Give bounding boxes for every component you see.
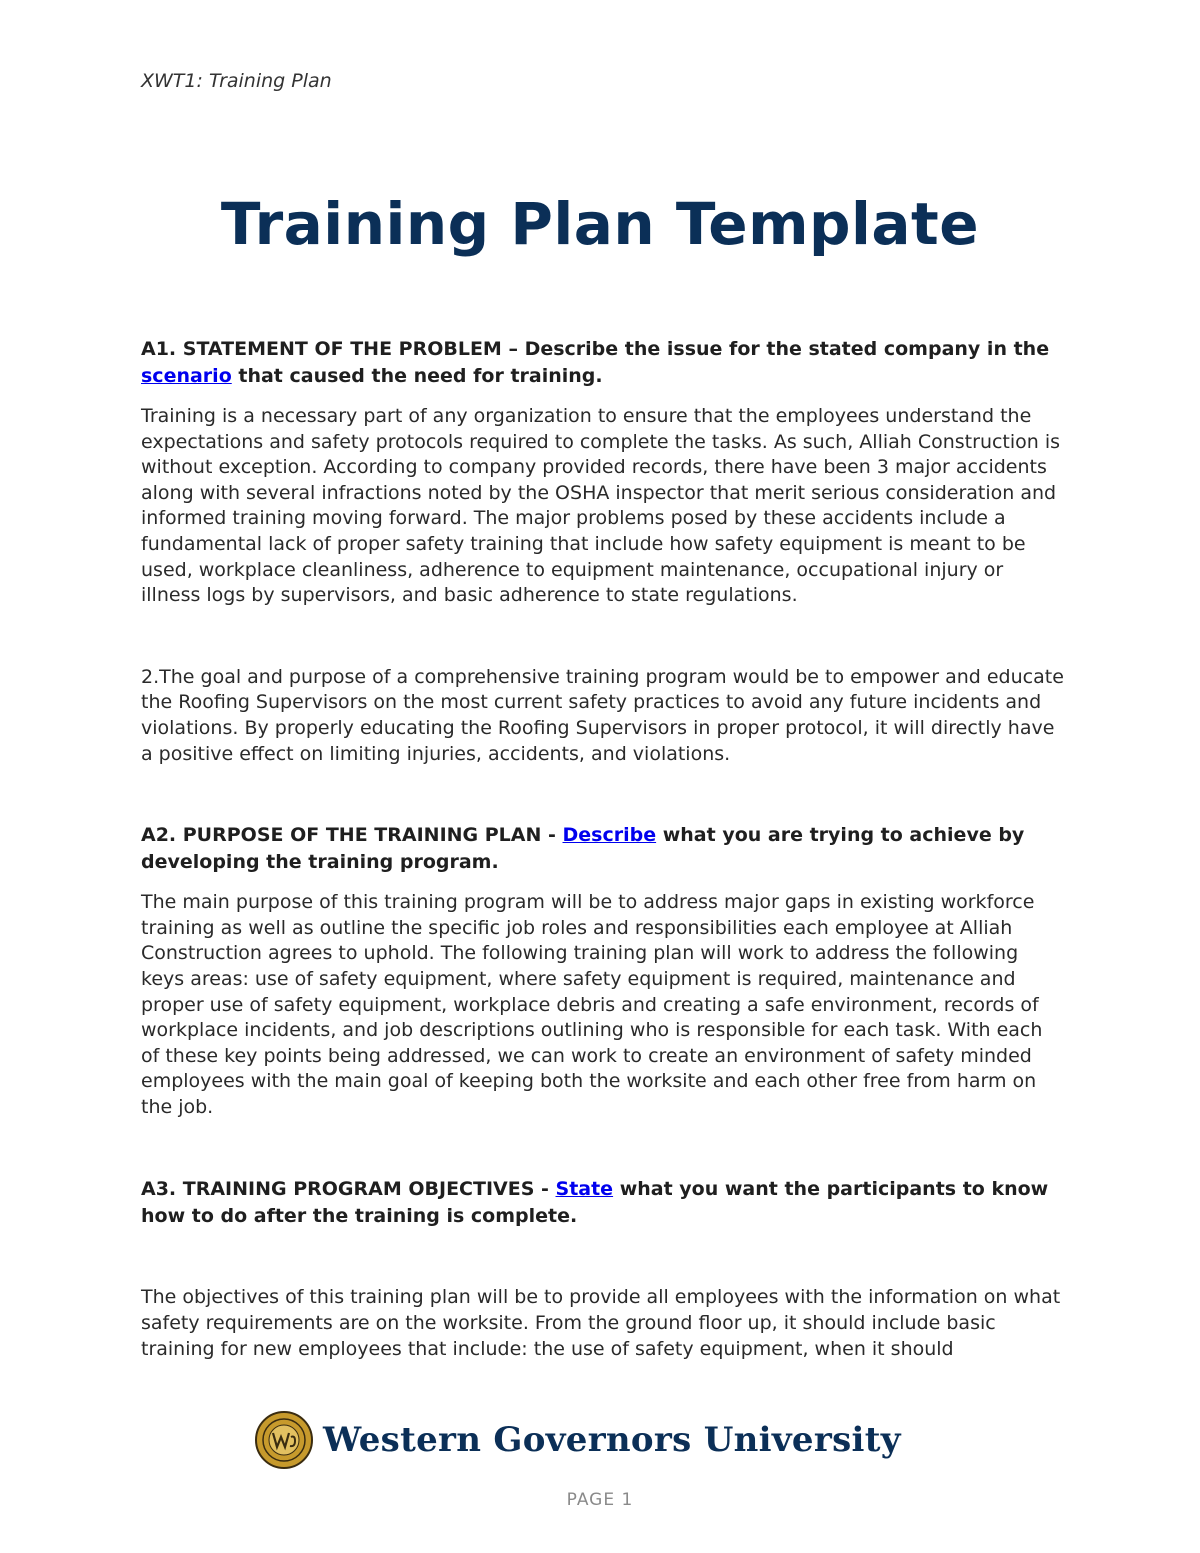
document-body (141, 336, 1066, 1362)
page-number: PAGE 1 (566, 1490, 634, 1510)
section-a1-heading-text-end: that caused the need for training. (231, 365, 603, 387)
section-a1-heading-text: A1. STATEMENT OF THE PROBLEM – Describe the issue for the stated company in the (141, 338, 1050, 360)
section-a1-paragraph: Training is a necessary part of any organization to ensure that the employees understand the expectations and safety protocols required to complete the tasks. As such, Alliah Construction is without exception. According to company provided records, there have been 3 major accidents along with several infractions noted by the OSHA inspector that merit serious consideration and informed training moving forward. The major problems posed by these accidents include a fundamental lack of proper safety training that include how safety equipment is meant to be used, workplace cleanliness, adherence to equipment maintenance, occupational injury or illness logs by supervisors, and basic adherence to state regulations. (141, 405, 1061, 607)
section-a2-heading-text-end: what you are trying to achieve by developing the training program. (141, 824, 1025, 874)
section-a2-heading (141, 822, 1066, 876)
section-a2-paragraph: The main purpose of this training program will be to address major gaps in existing workforce training as well as outline the specific job roles and responsibilities each employee at Alliah Construction agrees to uphold. The following training plan will work to address the following keys areas: use of safety equipment, where safety equipment is required, maintenance and proper use of safety equipment, workplace debris and creating a safe environment, records of workplace incidents, and job descriptions outlining who is responsible for each task. With each of these key points being addressed, we can work to create an environment of safety minded employees with the main goal of keeping both the worksite and each other free from harm on the job. (141, 891, 1043, 1118)
section-a3-paragraph: The objectives of this training plan will be to provide all employees with the information on what safety requirements are on the worksite. From the ground floor up, it should include basic training for new employees that include: the use of safety equipment, when it should (141, 1286, 1061, 1360)
section-a1-heading (141, 336, 1066, 390)
document-title: Training Plan Template (220, 190, 980, 258)
section-a1-goal-paragraph: 2.The goal and purpose of a comprehensive training program would be to empower and educate the Roofing Supervisors on the most current safety practices to avoid any future incidents and violations. By properly educating the Roofing Supervisors in proper protocol, it will directly have a positive effect on limiting injuries, accidents, and violations. (141, 665, 1064, 765)
scenario-link[interactable]: scenario (141, 365, 232, 387)
section-a2-heading-text: A2. PURPOSE OF THE TRAINING PLAN - (141, 824, 563, 847)
running-header: XWT1: Training Plan (141, 70, 332, 92)
section-a3-heading-text-end: what you want the participants to know how to do after the training is complete. (141, 1178, 1049, 1228)
wgu-logo (255, 1410, 915, 1470)
wgu-seal-icon (255, 1411, 313, 1469)
state-link[interactable]: State (555, 1178, 614, 1201)
section-a3-heading (141, 1176, 1066, 1230)
describe-link[interactable]: Describe (562, 824, 657, 847)
wgu-wordmark: Western Governors University (323, 1420, 901, 1460)
section-a3-heading-text: A3. TRAINING PROGRAM OBJECTIVES - (141, 1178, 556, 1201)
